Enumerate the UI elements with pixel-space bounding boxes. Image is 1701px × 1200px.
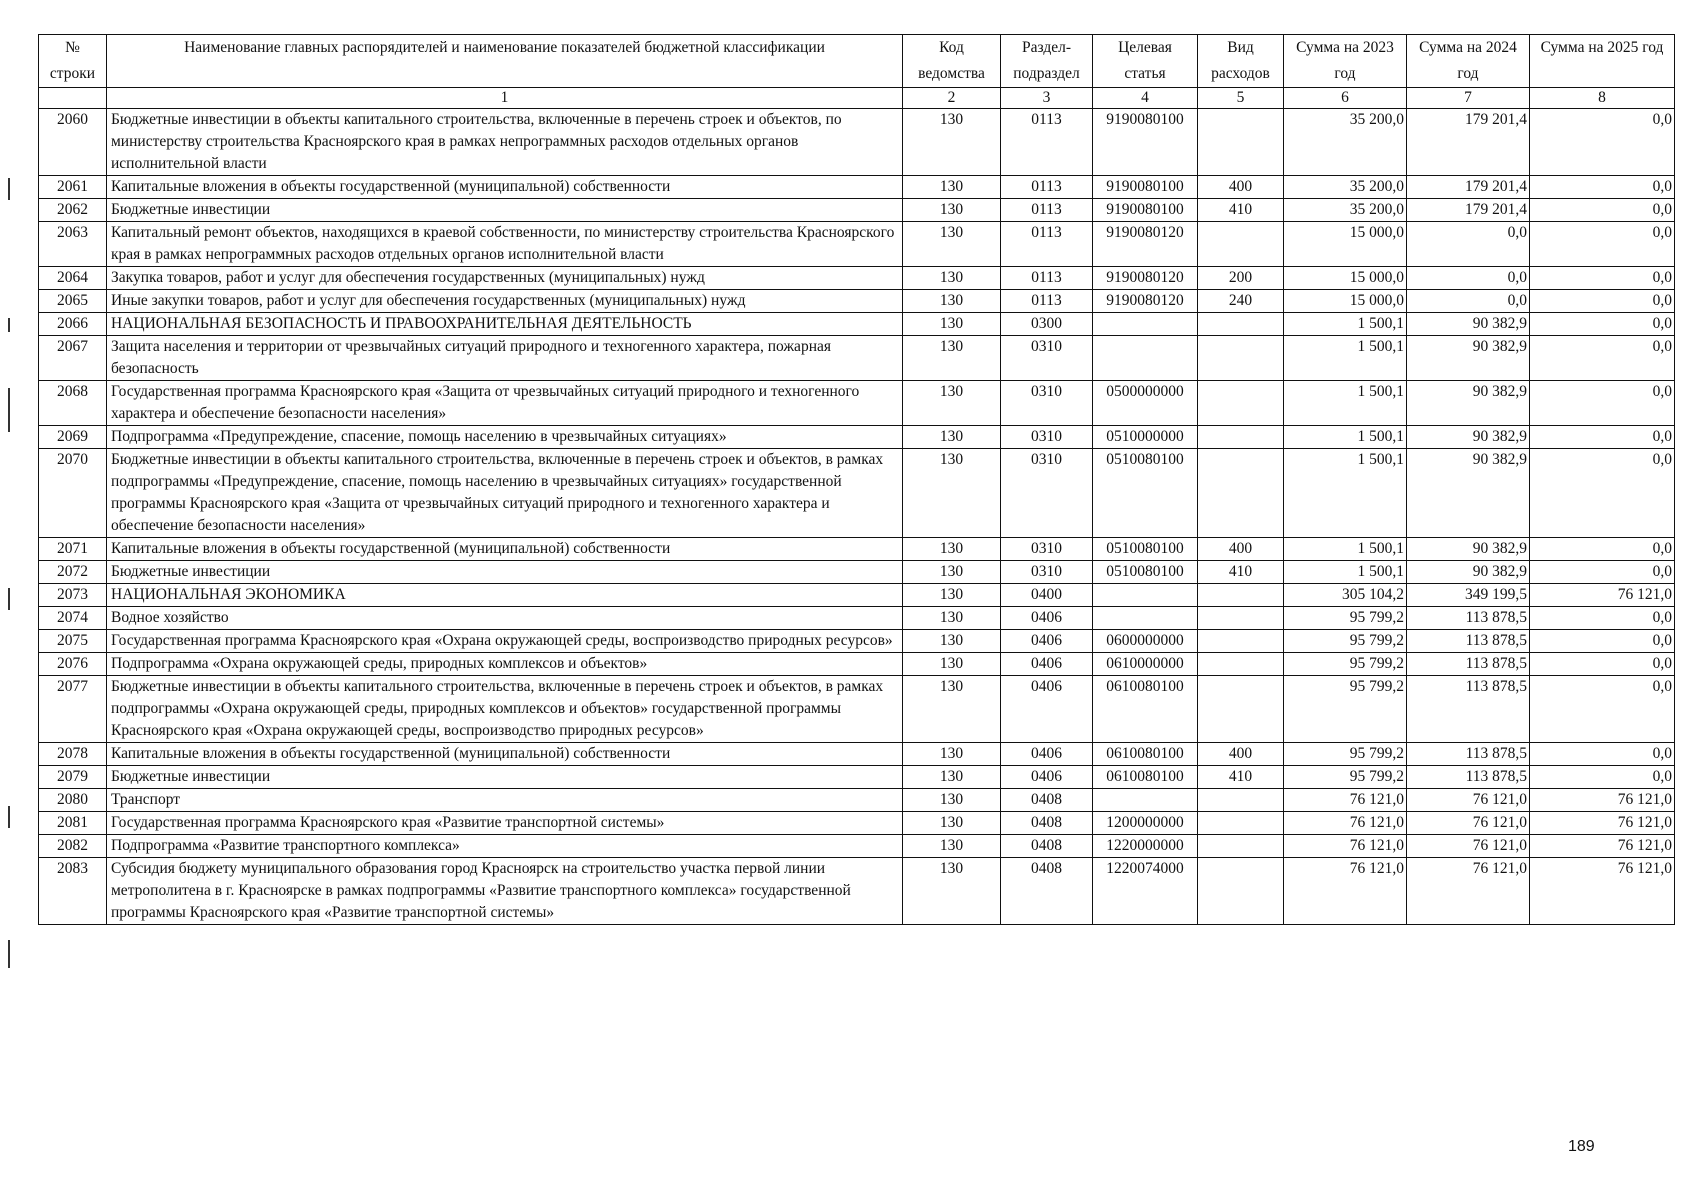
row-vid-cell: 240 [1198,290,1284,313]
row-kod-cell: 130 [903,630,1001,653]
row-kod-cell: 130 [903,584,1001,607]
row-sum-2024-cell: 90 382,9 [1407,538,1530,561]
row-name-cell: Капитальные вложения в объекты государственной (муниципальной) собственности [107,743,903,766]
row-sum-2023-cell: 305 104,2 [1284,584,1407,607]
row-sum-2024-cell: 90 382,9 [1407,426,1530,449]
row-razdel-cell: 0113 [1001,109,1093,176]
row-name-cell: Закупка товаров, работ и услуг для обеспечения государственных (муниципальных) нужд [107,267,903,290]
row-number-cell: 2069 [39,426,107,449]
table-row [39,538,1675,561]
table-row [39,381,1675,426]
row-sum-2023-cell: 1 500,1 [1284,381,1407,426]
row-sum-2024-cell: 76 121,0 [1407,812,1530,835]
row-name-cell: Иные закупки товаров, работ и услуг для обеспечения государственных (муниципальных) нужд [107,290,903,313]
row-vid-cell [1198,449,1284,538]
row-sum-2025-cell: 0,0 [1530,607,1675,630]
row-number-cell: 2060 [39,109,107,176]
row-sum-2025-cell: 0,0 [1530,766,1675,789]
table-row [39,267,1675,290]
row-razdel-cell: 0113 [1001,267,1093,290]
row-kod-cell: 130 [903,561,1001,584]
row-celevaya-cell: 0510080100 [1093,538,1198,561]
row-celevaya-cell: 9190080120 [1093,290,1198,313]
row-number-cell: 2070 [39,449,107,538]
header-row [39,35,1675,88]
row-sum-2023-cell: 1 500,1 [1284,538,1407,561]
row-name-cell: Капитальные вложения в объекты государственной (муниципальной) собственности [107,538,903,561]
row-sum-2023-cell: 35 200,0 [1284,176,1407,199]
row-vid-cell: 410 [1198,199,1284,222]
table-row [39,653,1675,676]
row-name-cell: Подпрограмма «Охрана окружающей среды, природных комплексов и объектов» [107,653,903,676]
row-sum-2024-cell: 113 878,5 [1407,630,1530,653]
row-sum-2025-cell: 0,0 [1530,630,1675,653]
row-sum-2023-cell: 35 200,0 [1284,199,1407,222]
row-sum-2024-cell: 349 199,5 [1407,584,1530,607]
row-name-cell: Бюджетные инвестиции [107,766,903,789]
row-sum-2024-cell: 90 382,9 [1407,313,1530,336]
table-row [39,109,1675,176]
row-sum-2025-cell: 76 121,0 [1530,812,1675,835]
row-razdel-cell: 0408 [1001,812,1093,835]
row-sum-2023-cell: 76 121,0 [1284,858,1407,925]
row-vid-cell [1198,584,1284,607]
row-celevaya-cell: 0600000000 [1093,630,1198,653]
column-number: 6 [1284,88,1407,109]
row-sum-2023-cell: 15 000,0 [1284,290,1407,313]
row-name-cell: Бюджетные инвестиции в объекты капитального строительства, включенные в перечень строек и объектов, в рамках подпрограммы «Охрана окружающей среды, природных комплексов и объектов» государственной программы Красноярского края «Охрана окружающей среды, воспроизводство природных ресурсов» [107,676,903,743]
row-kod-cell: 130 [903,743,1001,766]
row-number-cell: 2062 [39,199,107,222]
row-razdel-cell: 0113 [1001,176,1093,199]
row-vid-cell: 200 [1198,267,1284,290]
row-sum-2025-cell: 0,0 [1530,199,1675,222]
row-razdel-cell: 0310 [1001,561,1093,584]
row-sum-2025-cell: 76 121,0 [1530,789,1675,812]
row-kod-cell: 130 [903,313,1001,336]
row-sum-2023-cell: 95 799,2 [1284,676,1407,743]
row-sum-2023-cell: 1 500,1 [1284,313,1407,336]
scan-margin-mark [8,940,10,968]
row-razdel-cell: 0300 [1001,313,1093,336]
row-sum-2024-cell: 76 121,0 [1407,835,1530,858]
row-name-cell: Бюджетные инвестиции в объекты капитального строительства, включенные в перечень строек и объектов, в рамках подпрограммы «Предупреждение, спасение, помощь населению в чрезвычайных ситуациях» государственной программы Красноярского края «Защита от чрезвычайных ситуаций природного и техногенного характера и обеспечение безопасности населения» [107,449,903,538]
row-name-cell: Транспорт [107,789,903,812]
row-vid-cell [1198,426,1284,449]
row-kod-cell: 130 [903,449,1001,538]
row-sum-2024-cell: 0,0 [1407,267,1530,290]
scan-margin-mark [8,178,10,200]
row-number-cell: 2079 [39,766,107,789]
row-sum-2025-cell: 76 121,0 [1530,835,1675,858]
row-kod-cell: 130 [903,109,1001,176]
header-name: Наименование главных распорядителей и наименование показателей бюджетной классификации [107,35,903,88]
row-vid-cell [1198,858,1284,925]
row-number-cell: 2064 [39,267,107,290]
row-name-cell: Субсидия бюджету муниципального образования город Красноярск на строительство участка первой линии метрополитена в г. Красноярске в рамках подпрограммы «Развитие транспортного комплекса» государственной программы Красноярского края «Развитие транспортной системы» [107,858,903,925]
row-vid-cell [1198,812,1284,835]
row-sum-2025-cell: 76 121,0 [1530,584,1675,607]
row-sum-2025-cell: 0,0 [1530,381,1675,426]
row-vid-cell [1198,789,1284,812]
table-row [39,676,1675,743]
row-name-cell: Защита населения и территории от чрезвычайных ситуаций природного и техногенного характера, пожарная безопасность [107,336,903,381]
row-razdel-cell: 0310 [1001,538,1093,561]
row-razdel-cell: 0113 [1001,222,1093,267]
row-sum-2023-cell: 76 121,0 [1284,812,1407,835]
row-number-cell: 2074 [39,607,107,630]
row-kod-cell: 130 [903,290,1001,313]
row-name-cell: НАЦИОНАЛЬНАЯ БЕЗОПАСНОСТЬ И ПРАВООХРАНИТЕЛЬНАЯ ДЕЯТЕЛЬНОСТЬ [107,313,903,336]
column-number: 7 [1407,88,1530,109]
row-name-cell: Капитальный ремонт объектов, находящихся в краевой собственности, по министерству строительства Красноярского края в рамках непрограммных расходов отдельных органов исполнительной власти [107,222,903,267]
row-sum-2023-cell: 15 000,0 [1284,222,1407,267]
row-sum-2024-cell: 113 878,5 [1407,743,1530,766]
table-row [39,607,1675,630]
column-number [39,88,107,109]
table-row [39,313,1675,336]
row-kod-cell: 130 [903,222,1001,267]
row-vid-cell [1198,381,1284,426]
row-celevaya-cell: 0610080100 [1093,676,1198,743]
row-celevaya-cell: 1200000000 [1093,812,1198,835]
row-sum-2025-cell: 0,0 [1530,109,1675,176]
row-sum-2023-cell: 35 200,0 [1284,109,1407,176]
row-kod-cell: 130 [903,267,1001,290]
row-sum-2024-cell: 90 382,9 [1407,561,1530,584]
row-sum-2025-cell: 0,0 [1530,426,1675,449]
row-name-cell: Государственная программа Красноярского края «Развитие транспортной системы» [107,812,903,835]
row-celevaya-cell: 0610000000 [1093,653,1198,676]
row-number-cell: 2068 [39,381,107,426]
row-razdel-cell: 0310 [1001,449,1093,538]
column-number: 8 [1530,88,1675,109]
row-vid-cell [1198,653,1284,676]
table-row [39,561,1675,584]
row-number-cell: 2082 [39,835,107,858]
column-number: 3 [1001,88,1093,109]
row-razdel-cell: 0406 [1001,630,1093,653]
row-celevaya-cell: 0500000000 [1093,381,1198,426]
row-celevaya-cell: 0610080100 [1093,766,1198,789]
row-celevaya-cell: 9190080100 [1093,109,1198,176]
row-number-cell: 2071 [39,538,107,561]
row-number-cell: 2065 [39,290,107,313]
row-vid-cell [1198,835,1284,858]
row-sum-2025-cell: 0,0 [1530,176,1675,199]
column-number: 2 [903,88,1001,109]
table-row [39,858,1675,925]
row-sum-2024-cell: 179 201,4 [1407,176,1530,199]
header-sum-2023: Сумма на 2023 год [1284,35,1407,88]
document-page [38,34,1674,925]
row-sum-2025-cell: 0,0 [1530,653,1675,676]
row-razdel-cell: 0310 [1001,381,1093,426]
row-sum-2024-cell: 76 121,0 [1407,858,1530,925]
row-vid-cell [1198,630,1284,653]
row-razdel-cell: 0113 [1001,199,1093,222]
row-sum-2023-cell: 1 500,1 [1284,426,1407,449]
row-kod-cell: 130 [903,766,1001,789]
row-celevaya-cell [1093,789,1198,812]
header-vid: Вид расходов [1198,35,1284,88]
row-razdel-cell: 0406 [1001,607,1093,630]
header-row-no: № строки [39,35,107,88]
row-sum-2025-cell: 0,0 [1530,676,1675,743]
row-razdel-cell: 0406 [1001,653,1093,676]
row-vid-cell: 410 [1198,766,1284,789]
row-celevaya-cell: 9190080120 [1093,222,1198,267]
table-row [39,199,1675,222]
row-name-cell: Бюджетные инвестиции [107,199,903,222]
row-celevaya-cell [1093,313,1198,336]
row-razdel-cell: 0406 [1001,676,1093,743]
table-row [39,630,1675,653]
row-sum-2023-cell: 1 500,1 [1284,449,1407,538]
table-row [39,426,1675,449]
row-sum-2024-cell: 90 382,9 [1407,449,1530,538]
row-name-cell: Бюджетные инвестиции в объекты капитального строительства, включенные в перечень строек и объектов, по министерству строительства Красноярского края в рамках непрограммных расходов отдельных органов исполнительной власти [107,109,903,176]
row-number-cell: 2075 [39,630,107,653]
row-sum-2023-cell: 95 799,2 [1284,653,1407,676]
row-vid-cell: 400 [1198,176,1284,199]
row-vid-cell [1198,109,1284,176]
row-razdel-cell: 0310 [1001,426,1093,449]
header-razdel: Раздел-подраздел [1001,35,1093,88]
table-row [39,222,1675,267]
row-razdel-cell: 0406 [1001,743,1093,766]
row-name-cell: Водное хозяйство [107,607,903,630]
table-row [39,789,1675,812]
row-sum-2023-cell: 95 799,2 [1284,607,1407,630]
row-number-cell: 2061 [39,176,107,199]
row-celevaya-cell: 1220000000 [1093,835,1198,858]
page-number: 189 [1568,1138,1595,1155]
table-row [39,743,1675,766]
row-sum-2024-cell: 90 382,9 [1407,336,1530,381]
table-row [39,812,1675,835]
row-celevaya-cell: 0510080100 [1093,561,1198,584]
row-kod-cell: 130 [903,176,1001,199]
row-vid-cell [1198,222,1284,267]
column-number: 4 [1093,88,1198,109]
row-razdel-cell: 0113 [1001,290,1093,313]
row-name-cell: Подпрограмма «Развитие транспортного комплекса» [107,835,903,858]
table-body [39,109,1675,925]
row-razdel-cell: 0406 [1001,766,1093,789]
table-row [39,766,1675,789]
scan-margin-mark [8,318,10,332]
table-row [39,336,1675,381]
table-row [39,835,1675,858]
row-number-cell: 2076 [39,653,107,676]
row-sum-2023-cell: 95 799,2 [1284,630,1407,653]
row-vid-cell: 410 [1198,561,1284,584]
row-number-cell: 2073 [39,584,107,607]
row-kod-cell: 130 [903,676,1001,743]
column-number-row [39,88,1675,109]
row-sum-2024-cell: 113 878,5 [1407,607,1530,630]
row-kod-cell: 130 [903,858,1001,925]
row-sum-2023-cell: 95 799,2 [1284,743,1407,766]
row-sum-2025-cell: 0,0 [1530,743,1675,766]
row-razdel-cell: 0310 [1001,336,1093,381]
row-number-cell: 2063 [39,222,107,267]
column-number: 1 [107,88,903,109]
row-sum-2023-cell: 1 500,1 [1284,336,1407,381]
row-sum-2025-cell: 0,0 [1530,267,1675,290]
row-sum-2024-cell: 90 382,9 [1407,381,1530,426]
row-celevaya-cell: 9190080100 [1093,199,1198,222]
row-vid-cell [1198,336,1284,381]
row-celevaya-cell: 1220074000 [1093,858,1198,925]
row-kod-cell: 130 [903,607,1001,630]
row-kod-cell: 130 [903,336,1001,381]
header-celevaya: Целевая статья [1093,35,1198,88]
row-kod-cell: 130 [903,653,1001,676]
row-sum-2023-cell: 76 121,0 [1284,835,1407,858]
row-celevaya-cell [1093,584,1198,607]
row-celevaya-cell: 0510000000 [1093,426,1198,449]
row-number-cell: 2078 [39,743,107,766]
row-sum-2024-cell: 0,0 [1407,290,1530,313]
row-number-cell: 2083 [39,858,107,925]
row-name-cell: НАЦИОНАЛЬНАЯ ЭКОНОМИКА [107,584,903,607]
table-row [39,176,1675,199]
row-sum-2025-cell: 0,0 [1530,449,1675,538]
row-sum-2023-cell: 95 799,2 [1284,766,1407,789]
row-sum-2025-cell: 0,0 [1530,336,1675,381]
row-number-cell: 2072 [39,561,107,584]
row-sum-2023-cell: 1 500,1 [1284,561,1407,584]
row-name-cell: Капитальные вложения в объекты государственной (муниципальной) собственности [107,176,903,199]
row-name-cell: Подпрограмма «Предупреждение, спасение, помощь населению в чрезвычайных ситуациях» [107,426,903,449]
row-name-cell: Государственная программа Красноярского края «Охрана окружающей среды, воспроизводство природных ресурсов» [107,630,903,653]
row-kod-cell: 130 [903,812,1001,835]
row-razdel-cell: 0400 [1001,584,1093,607]
row-kod-cell: 130 [903,426,1001,449]
row-sum-2024-cell: 113 878,5 [1407,676,1530,743]
row-name-cell: Бюджетные инвестиции [107,561,903,584]
budget-table [38,34,1675,925]
row-kod-cell: 130 [903,538,1001,561]
row-kod-cell: 130 [903,381,1001,426]
row-vid-cell: 400 [1198,743,1284,766]
row-sum-2024-cell: 113 878,5 [1407,653,1530,676]
row-razdel-cell: 0408 [1001,858,1093,925]
row-sum-2024-cell: 0,0 [1407,222,1530,267]
row-celevaya-cell: 9190080120 [1093,267,1198,290]
row-sum-2025-cell: 0,0 [1530,222,1675,267]
column-number: 5 [1198,88,1284,109]
row-celevaya-cell [1093,607,1198,630]
row-sum-2025-cell: 0,0 [1530,538,1675,561]
row-celevaya-cell: 0610080100 [1093,743,1198,766]
row-celevaya-cell [1093,336,1198,381]
row-vid-cell [1198,676,1284,743]
table-row [39,449,1675,538]
row-name-cell: Государственная программа Красноярского края «Защита от чрезвычайных ситуаций природного и техногенного характера и обеспечение безопасности населения» [107,381,903,426]
row-celevaya-cell: 9190080100 [1093,176,1198,199]
row-sum-2024-cell: 179 201,4 [1407,199,1530,222]
scan-margin-mark [8,806,10,828]
table-row [39,290,1675,313]
row-sum-2025-cell: 0,0 [1530,561,1675,584]
row-number-cell: 2081 [39,812,107,835]
row-number-cell: 2077 [39,676,107,743]
row-sum-2025-cell: 0,0 [1530,313,1675,336]
row-sum-2024-cell: 113 878,5 [1407,766,1530,789]
row-razdel-cell: 0408 [1001,835,1093,858]
header-sum-2024: Сумма на 2024 год [1407,35,1530,88]
row-vid-cell [1198,313,1284,336]
row-celevaya-cell: 0510080100 [1093,449,1198,538]
row-kod-cell: 130 [903,199,1001,222]
row-number-cell: 2067 [39,336,107,381]
row-sum-2023-cell: 15 000,0 [1284,267,1407,290]
row-number-cell: 2080 [39,789,107,812]
header-kod: Код ведомства [903,35,1001,88]
row-number-cell: 2066 [39,313,107,336]
table-row [39,584,1675,607]
header-sum-2025: Сумма на 2025 год [1530,35,1675,88]
row-sum-2025-cell: 76 121,0 [1530,858,1675,925]
row-razdel-cell: 0408 [1001,789,1093,812]
row-sum-2024-cell: 76 121,0 [1407,789,1530,812]
row-sum-2023-cell: 76 121,0 [1284,789,1407,812]
scan-margin-mark [8,588,10,610]
scan-margin-mark [8,388,10,432]
row-kod-cell: 130 [903,789,1001,812]
row-vid-cell: 400 [1198,538,1284,561]
row-sum-2025-cell: 0,0 [1530,290,1675,313]
row-kod-cell: 130 [903,835,1001,858]
row-vid-cell [1198,607,1284,630]
row-sum-2024-cell: 179 201,4 [1407,109,1530,176]
